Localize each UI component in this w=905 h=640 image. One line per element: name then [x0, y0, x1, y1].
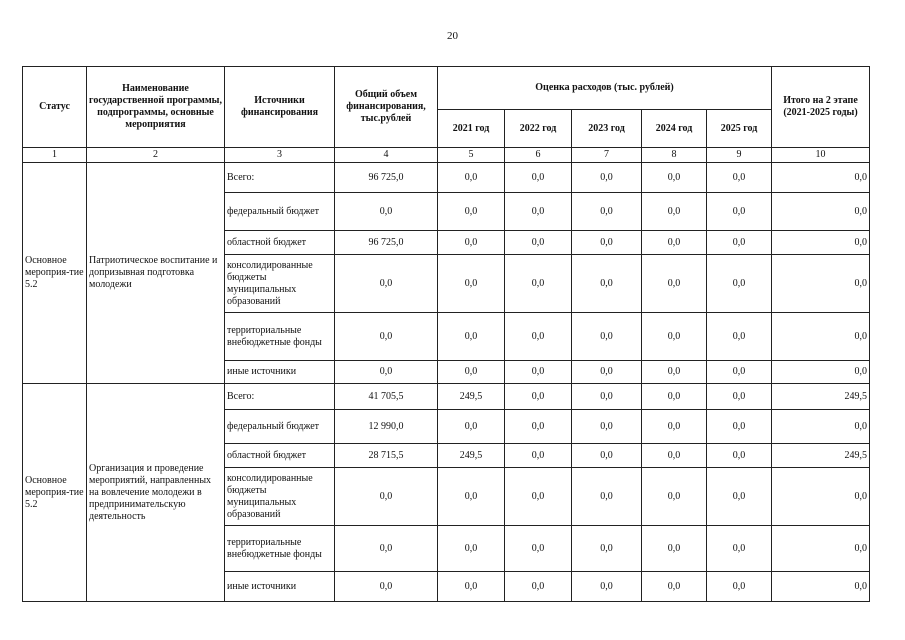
header-year: 2023 год — [572, 110, 642, 148]
year-2022-cell: 0,0 — [505, 468, 572, 526]
column-number: 9 — [707, 148, 772, 163]
total-cell: 41 705,5 — [335, 384, 438, 410]
year-2021-cell: 0,0 — [438, 468, 505, 526]
column-number: 8 — [642, 148, 707, 163]
year-2023-cell: 0,0 — [572, 526, 642, 572]
stage-total-cell: 0,0 — [772, 468, 870, 526]
status-cell: Основное мероприя-тие 5.2 — [23, 384, 87, 602]
year-2025-cell: 0,0 — [707, 231, 772, 255]
year-2021-cell: 0,0 — [438, 231, 505, 255]
year-2025-cell: 0,0 — [707, 468, 772, 526]
stage-total-cell: 0,0 — [772, 163, 870, 193]
year-2024-cell: 0,0 — [642, 468, 707, 526]
source-cell: областной бюджет — [225, 231, 335, 255]
year-2021-cell: 0,0 — [438, 526, 505, 572]
total-cell: 28 715,5 — [335, 444, 438, 468]
year-2022-cell: 0,0 — [505, 410, 572, 444]
stage-total-cell: 0,0 — [772, 193, 870, 231]
year-2025-cell: 0,0 — [707, 444, 772, 468]
stage-total-cell: 0,0 — [772, 572, 870, 602]
year-2023-cell: 0,0 — [572, 163, 642, 193]
total-cell: 0,0 — [335, 526, 438, 572]
year-2021-cell: 249,5 — [438, 384, 505, 410]
header-sources: Источники финансирования — [225, 67, 335, 148]
year-2024-cell: 0,0 — [642, 255, 707, 313]
year-2025-cell: 0,0 — [707, 313, 772, 361]
source-cell: территориальные внебюджетные фонды — [225, 526, 335, 572]
source-cell: федеральный бюджет — [225, 410, 335, 444]
measure-name-cell: Организация и проведение мероприятий, направленных на вовлечение молодежи в предпринимательскую деятельность — [87, 384, 225, 602]
column-number: 5 — [438, 148, 505, 163]
year-2022-cell: 0,0 — [505, 193, 572, 231]
header-year: 2022 год — [505, 110, 572, 148]
source-cell: иные источники — [225, 361, 335, 384]
year-2023-cell: 0,0 — [572, 193, 642, 231]
year-2022-cell: 0,0 — [505, 231, 572, 255]
year-2024-cell: 0,0 — [642, 163, 707, 193]
total-cell: 96 725,0 — [335, 231, 438, 255]
page-number: 20 — [447, 30, 458, 42]
year-2025-cell: 0,0 — [707, 163, 772, 193]
year-2022-cell: 0,0 — [505, 313, 572, 361]
column-number: 3 — [225, 148, 335, 163]
total-cell: 0,0 — [335, 313, 438, 361]
header-total: Общий объем финансирования, тыс.рублей — [335, 67, 438, 148]
stage-total-cell: 0,0 — [772, 231, 870, 255]
year-2021-cell: 0,0 — [438, 313, 505, 361]
stage-total-cell: 0,0 — [772, 410, 870, 444]
total-cell: 0,0 — [335, 361, 438, 384]
year-2021-cell: 0,0 — [438, 255, 505, 313]
source-cell: территориальные внебюджетные фонды — [225, 313, 335, 361]
year-2025-cell: 0,0 — [707, 255, 772, 313]
total-cell: 96 725,0 — [335, 163, 438, 193]
year-2023-cell: 0,0 — [572, 468, 642, 526]
total-cell: 0,0 — [335, 572, 438, 602]
year-2022-cell: 0,0 — [505, 163, 572, 193]
year-2022-cell: 0,0 — [505, 361, 572, 384]
column-number: 1 — [23, 148, 87, 163]
budget-table — [22, 66, 870, 602]
column-number: 10 — [772, 148, 870, 163]
year-2023-cell: 0,0 — [572, 361, 642, 384]
year-2024-cell: 0,0 — [642, 361, 707, 384]
header-name: Наименование государственной программы, подпрограммы, основные мероприятия — [87, 67, 225, 148]
header-status: Статус — [23, 67, 87, 148]
year-2023-cell: 0,0 — [572, 384, 642, 410]
year-2021-cell: 0,0 — [438, 193, 505, 231]
year-2022-cell: 0,0 — [505, 384, 572, 410]
table-row — [23, 384, 870, 410]
year-2023-cell: 0,0 — [572, 231, 642, 255]
total-cell: 0,0 — [335, 255, 438, 313]
source-cell: иные источники — [225, 572, 335, 602]
column-number-row — [23, 148, 870, 163]
year-2025-cell: 0,0 — [707, 361, 772, 384]
year-2025-cell: 0,0 — [707, 384, 772, 410]
year-2024-cell: 0,0 — [642, 526, 707, 572]
column-number: 7 — [572, 148, 642, 163]
year-2023-cell: 0,0 — [572, 313, 642, 361]
header-year: 2021 год — [438, 110, 505, 148]
measure-name-cell: Патриотическое воспитание и допризывная подготовка молодежи — [87, 163, 225, 384]
source-cell: федеральный бюджет — [225, 193, 335, 231]
source-cell: Всего: — [225, 163, 335, 193]
year-2024-cell: 0,0 — [642, 410, 707, 444]
year-2024-cell: 0,0 — [642, 313, 707, 361]
year-2021-cell: 0,0 — [438, 572, 505, 602]
stage-total-cell: 249,5 — [772, 444, 870, 468]
year-2023-cell: 0,0 — [572, 255, 642, 313]
table-row — [23, 163, 870, 193]
total-cell: 12 990,0 — [335, 410, 438, 444]
year-2025-cell: 0,0 — [707, 193, 772, 231]
header-estimate: Оценка расходов (тыс. рублей) — [438, 67, 772, 110]
source-cell: консолидированные бюджеты муниципальных образований — [225, 255, 335, 313]
year-2023-cell: 0,0 — [572, 410, 642, 444]
year-2022-cell: 0,0 — [505, 526, 572, 572]
source-cell: областной бюджет — [225, 444, 335, 468]
year-2025-cell: 0,0 — [707, 526, 772, 572]
year-2024-cell: 0,0 — [642, 444, 707, 468]
column-number: 4 — [335, 148, 438, 163]
year-2025-cell: 0,0 — [707, 410, 772, 444]
source-cell: Всего: — [225, 384, 335, 410]
year-2022-cell: 0,0 — [505, 444, 572, 468]
column-number: 6 — [505, 148, 572, 163]
stage-total-cell: 0,0 — [772, 313, 870, 361]
stage-total-cell: 0,0 — [772, 255, 870, 313]
year-2021-cell: 0,0 — [438, 361, 505, 384]
year-2023-cell: 0,0 — [572, 572, 642, 602]
stage-total-cell: 249,5 — [772, 384, 870, 410]
year-2024-cell: 0,0 — [642, 384, 707, 410]
year-2022-cell: 0,0 — [505, 255, 572, 313]
year-2024-cell: 0,0 — [642, 231, 707, 255]
stage-total-cell: 0,0 — [772, 526, 870, 572]
header-year: 2025 год — [707, 110, 772, 148]
year-2021-cell: 0,0 — [438, 163, 505, 193]
total-cell: 0,0 — [335, 193, 438, 231]
year-2021-cell: 249,5 — [438, 444, 505, 468]
year-2024-cell: 0,0 — [642, 572, 707, 602]
year-2022-cell: 0,0 — [505, 572, 572, 602]
total-cell: 0,0 — [335, 468, 438, 526]
header-stage-total: Итого на 2 этапе (2021-2025 годы) — [772, 67, 870, 148]
source-cell: консолидированные бюджеты муниципальных образований — [225, 468, 335, 526]
year-2025-cell: 0,0 — [707, 572, 772, 602]
year-2021-cell: 0,0 — [438, 410, 505, 444]
year-2023-cell: 0,0 — [572, 444, 642, 468]
stage-total-cell: 0,0 — [772, 361, 870, 384]
header-year: 2024 год — [642, 110, 707, 148]
status-cell: Основное мероприя-тие 5.2 — [23, 163, 87, 384]
column-number: 2 — [87, 148, 225, 163]
year-2024-cell: 0,0 — [642, 193, 707, 231]
